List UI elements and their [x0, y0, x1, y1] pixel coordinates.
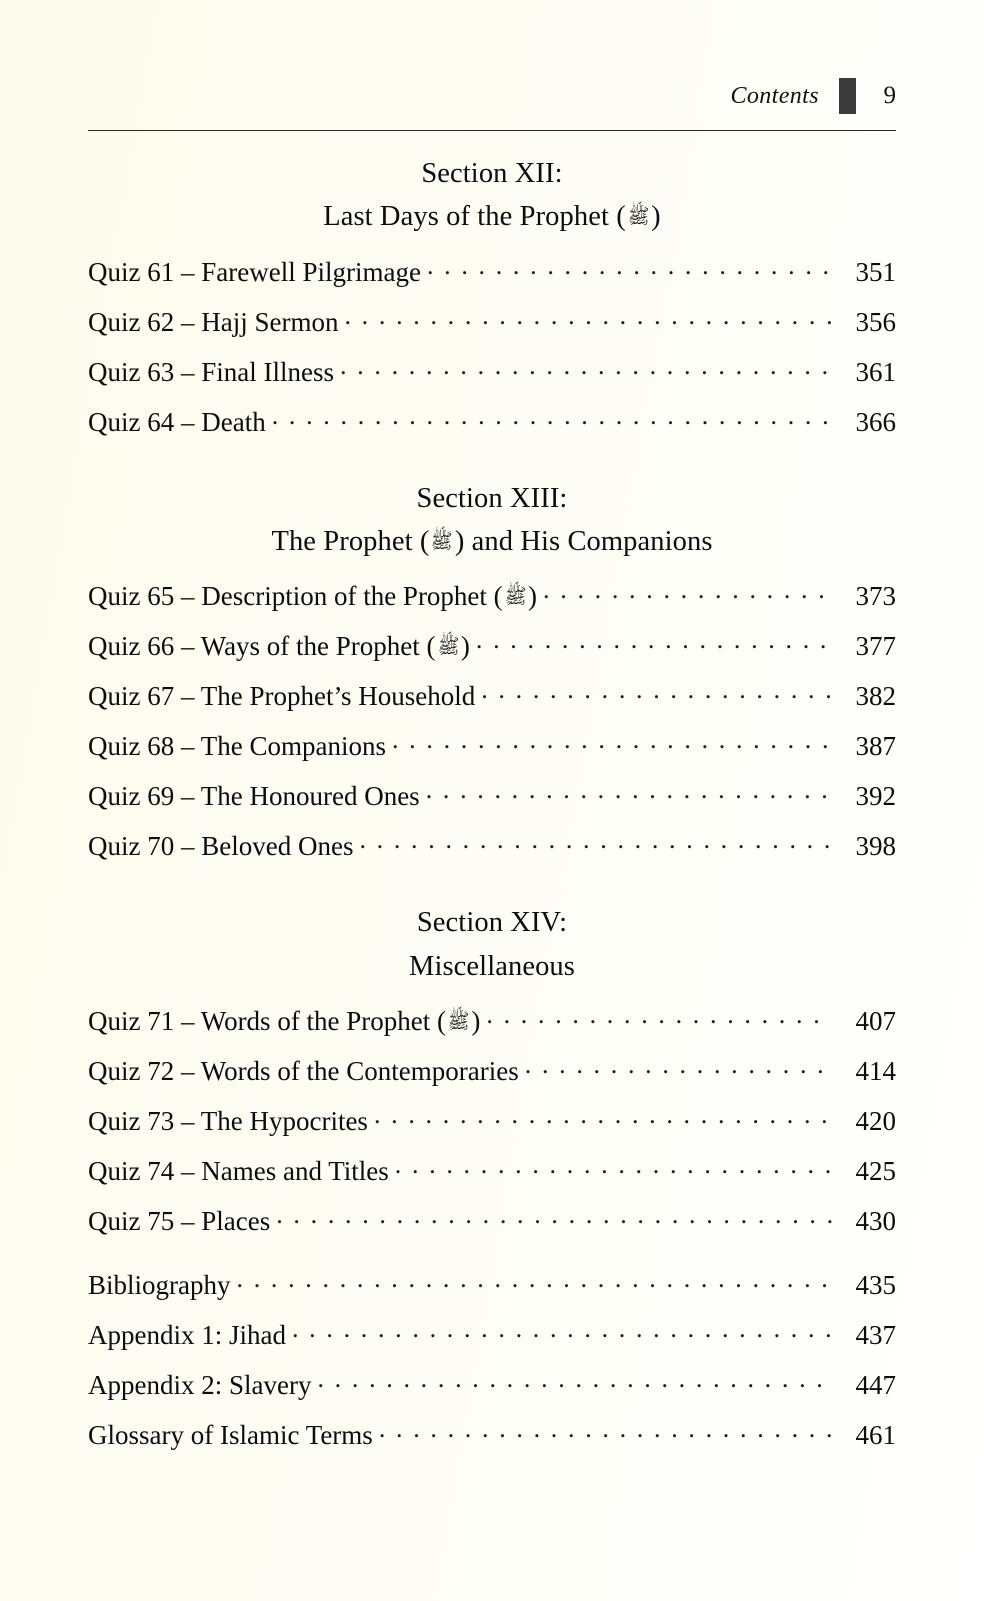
running-head-label: Contents [730, 82, 819, 109]
toc-entry-title: Quiz 72 – Words of the Contemporaries [88, 1055, 519, 1086]
toc-entry-page: 435 [855, 1269, 896, 1300]
toc-entry-page: 430 [855, 1205, 896, 1236]
list-item[interactable] [88, 1408, 896, 1458]
toc-leader [359, 828, 832, 855]
toc-entry-page: 373 [855, 581, 896, 612]
toc-leader [272, 404, 832, 431]
toc-entry-title: Quiz 75 – Places [88, 1205, 271, 1236]
toc-list-xiii [88, 569, 896, 869]
toc-entry-title: Quiz 64 – Death [88, 406, 266, 437]
toc-entry-page: 387 [855, 731, 896, 762]
toc-leader [543, 578, 832, 605]
section-heading-xiii-line2-prefix: The Prophet ( [271, 525, 430, 557]
toc-list-xii [88, 245, 896, 445]
toc-entry-page: 382 [855, 681, 896, 712]
section-heading-xiii-line1: Section XIII: [416, 482, 568, 514]
list-item[interactable] [88, 994, 896, 1044]
toc-entry-title: Quiz 63 – Final Illness [88, 356, 334, 387]
toc-entry-page: 377 [855, 631, 896, 662]
toc-list-back-matter [88, 1258, 896, 1458]
toc-entry-page: 356 [855, 306, 896, 337]
list-item[interactable] [88, 719, 896, 769]
toc-leader [476, 628, 832, 655]
page-number: 9 [883, 82, 896, 109]
toc-entry-title: Quiz 74 – Names and Titles [88, 1155, 389, 1186]
list-item[interactable] [88, 1194, 896, 1244]
toc-entry-title: Quiz 73 – The Hypocrites [88, 1105, 368, 1136]
running-head [730, 78, 896, 114]
toc-entry-title: Bibliography [88, 1269, 231, 1300]
toc-entry-title: Appendix 2: Slavery [88, 1369, 312, 1400]
toc-entry-title: Quiz 61 – Farewell Pilgrimage [88, 256, 421, 287]
toc-leader [292, 1317, 832, 1344]
toc-entry-page: 461 [855, 1419, 896, 1450]
section-heading-xii-line2-suffix: ) [651, 201, 661, 233]
list-item[interactable] [88, 1258, 896, 1308]
toc-entry-title: Quiz 66 – Ways of the Prophet (ﷺ) [88, 631, 470, 662]
toc-entry-title: Quiz 69 – The Honoured Ones [88, 781, 420, 812]
section-heading-xiv [88, 901, 896, 988]
toc-entry-page: 398 [855, 831, 896, 862]
toc-leader [525, 1053, 832, 1080]
section-heading-xiv-line1: Section XIV: [416, 907, 568, 939]
list-item[interactable] [88, 619, 896, 669]
toc-list-xiv [88, 994, 896, 1244]
toc-leader [392, 728, 832, 755]
toc-entry-page: 392 [855, 781, 896, 812]
toc-entry-title: Appendix 1: Jihad [88, 1319, 286, 1350]
section-heading-xii [88, 152, 896, 239]
toc-leader [344, 304, 832, 331]
pbuh-icon: ﷺ [504, 584, 527, 609]
toc-entry-page: 447 [855, 1369, 896, 1400]
toc-entry-page: 420 [855, 1105, 896, 1136]
list-item[interactable] [88, 1044, 896, 1094]
section-heading-xiii-line2 [88, 520, 896, 563]
toc-entry-page: 425 [855, 1155, 896, 1186]
toc-entry-title: Quiz 67 – The Prophet’s Household [88, 681, 476, 712]
pbuh-icon: ﷺ [447, 1008, 470, 1033]
pbuh-icon: ﷺ [437, 634, 460, 659]
toc-leader [395, 1153, 832, 1180]
toc-entry-page: 407 [855, 1005, 896, 1036]
list-item[interactable] [88, 395, 896, 445]
section-heading-xiii-line2-suffix: ) and His Companions [454, 525, 713, 557]
toc-leader [379, 1417, 832, 1444]
toc-entry-title: Quiz 70 – Beloved Ones [88, 831, 354, 862]
section-heading-xiv-line2: Miscellaneous [409, 950, 575, 982]
section-heading-xii-line2 [88, 195, 896, 238]
toc-leader [237, 1267, 833, 1294]
section-spacer [88, 869, 896, 901]
list-item[interactable] [88, 295, 896, 345]
toc-leader [317, 1367, 832, 1394]
list-item[interactable] [88, 245, 896, 295]
toc-entry-page: 351 [855, 256, 896, 287]
list-item[interactable] [88, 669, 896, 719]
toc-leader [486, 1003, 832, 1030]
toc-entry-title: Quiz 68 – The Companions [88, 731, 386, 762]
list-item[interactable] [88, 1144, 896, 1194]
toc-entry-title: Quiz 65 – Description of the Prophet (ﷺ) [88, 581, 538, 612]
toc-content [88, 152, 896, 1458]
toc-entry-page: 361 [855, 356, 896, 387]
toc-leader [481, 678, 832, 705]
toc-entry-title: Glossary of Islamic Terms [88, 1419, 373, 1450]
toc-entry-title: Quiz 71 – Words of the Prophet (ﷺ) [88, 1005, 481, 1036]
list-item[interactable] [88, 1308, 896, 1358]
list-item[interactable] [88, 769, 896, 819]
toc-entry-title: Quiz 62 – Hajj Sermon [88, 306, 339, 337]
list-item[interactable] [88, 345, 896, 395]
section-heading-xii-line1: Section XII: [421, 158, 563, 189]
section-spacer [88, 445, 896, 477]
pbuh-icon: ﷺ [431, 528, 453, 553]
list-item[interactable] [88, 1358, 896, 1408]
toc-leader [374, 1103, 832, 1130]
toc-entry-page: 437 [855, 1319, 896, 1350]
toc-entry-page: 366 [855, 406, 896, 437]
list-item[interactable] [88, 569, 896, 619]
pbuh-icon: ﷺ [627, 204, 650, 229]
header-rule [88, 130, 896, 131]
section-heading-xiii [88, 477, 896, 564]
back-matter-spacer [88, 1244, 896, 1258]
toc-entry-page: 414 [855, 1055, 896, 1086]
list-item[interactable] [88, 1094, 896, 1144]
toc-leader [276, 1203, 832, 1230]
toc-leader [340, 354, 832, 381]
toc-leader [427, 254, 832, 281]
section-heading-xii-line2-prefix: Last Days of the Prophet ( [323, 201, 626, 233]
list-item[interactable] [88, 819, 896, 869]
toc-leader [426, 778, 832, 805]
running-head-bar-icon [839, 78, 856, 114]
